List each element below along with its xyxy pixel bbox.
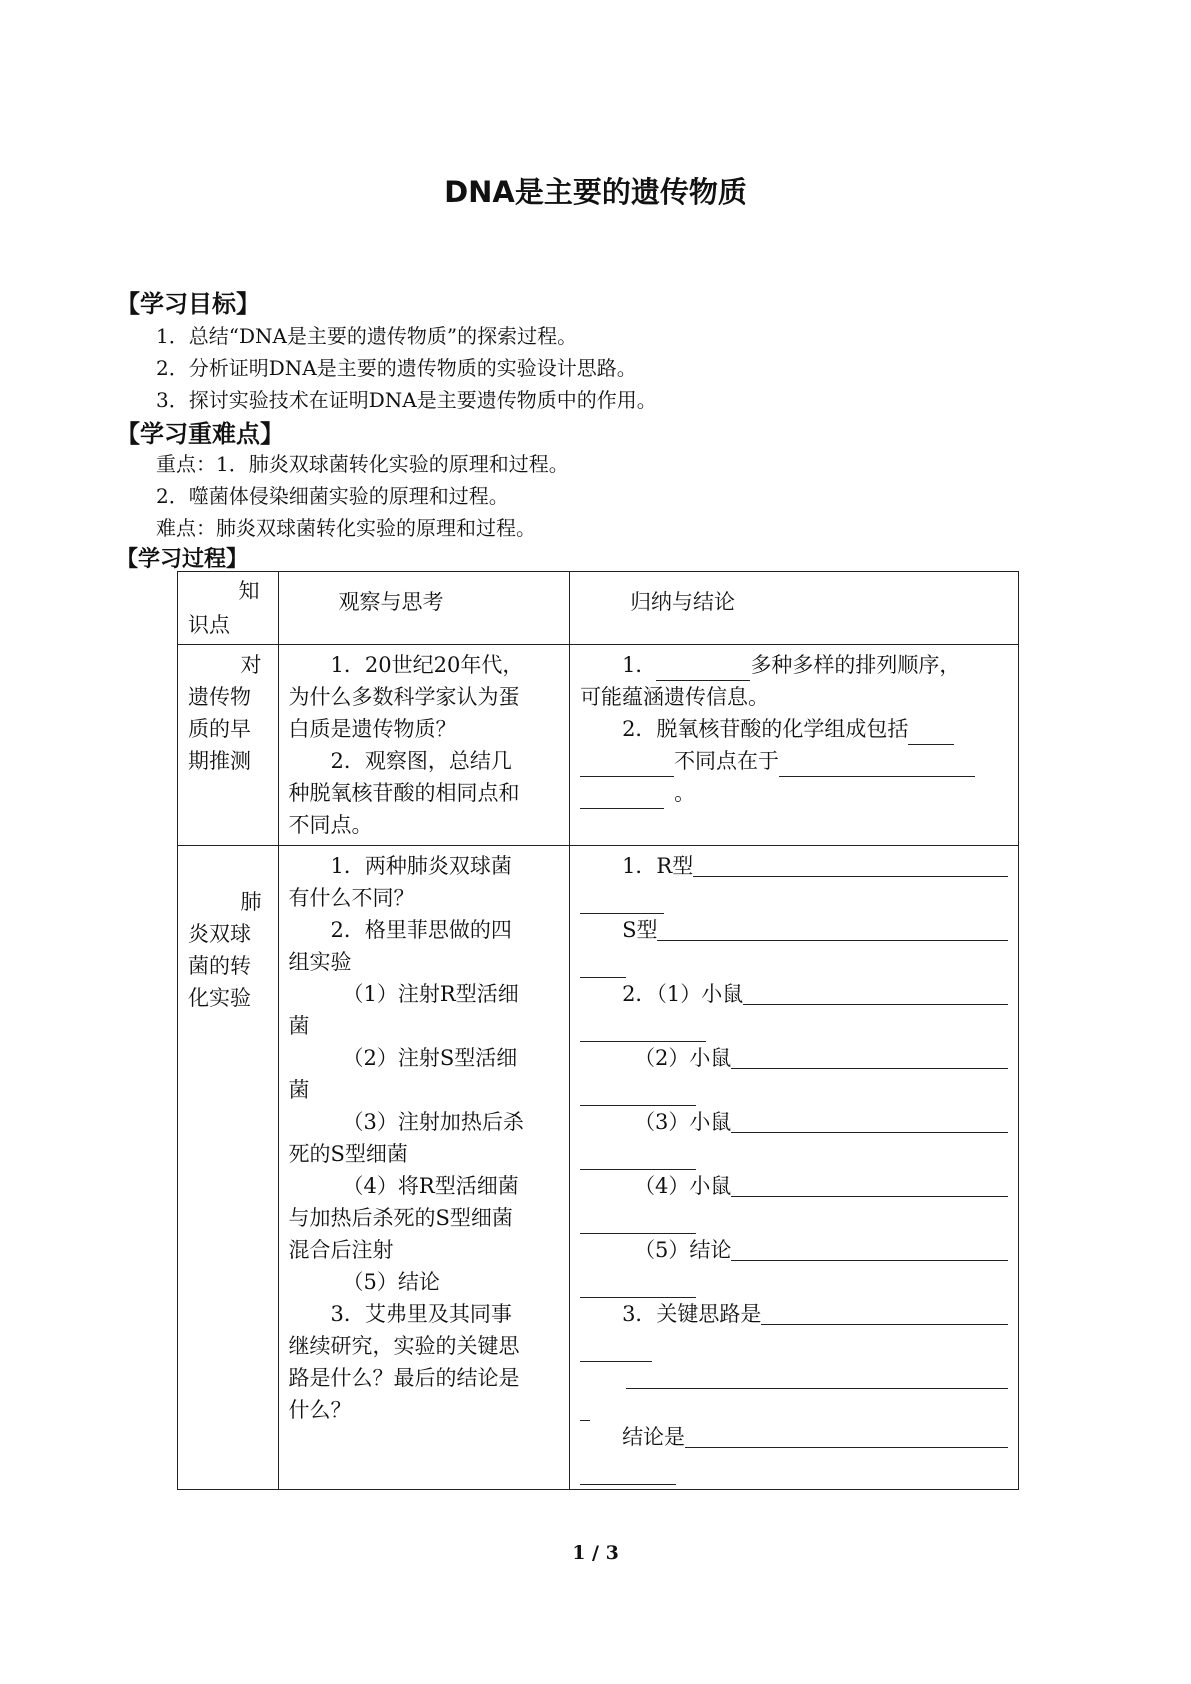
topic-line: 菌的转: [188, 954, 251, 978]
obs-line: （2）注射S型活细: [342, 1046, 518, 1070]
answer-blank[interactable]: [580, 887, 664, 914]
answer-blank[interactable]: [761, 1298, 1008, 1325]
conc-text: 可能蕴涵遗传信息。: [580, 685, 770, 709]
conc-text: 1．: [622, 653, 657, 677]
obs-line: 混合后注射: [288, 1238, 394, 1262]
answer-blank[interactable]: [908, 718, 954, 745]
goal-item: 3．探讨实验技术在证明DNA是主要遗传物质中的作用。: [156, 388, 657, 412]
conc-text: S型: [622, 918, 658, 942]
topic-line: 肺: [240, 890, 262, 914]
obs-line: 菌: [288, 1014, 310, 1038]
goal-item: 1．总结“DNA是主要的遗传物质”的探索过程。: [156, 324, 578, 348]
conc-text: 结论是: [622, 1425, 686, 1449]
keypoint-item: 难点：肺炎双球菌转化实验的原理和过程。: [156, 516, 536, 540]
goal-item: 2．分析证明DNA是主要的遗传物质的实验设计思路。: [156, 356, 637, 380]
obs-line: 2．观察图，总结几: [330, 749, 512, 773]
obs-line: 组实验: [288, 950, 352, 974]
keypoints-heading: 【学习重难点】: [116, 420, 284, 448]
obs-line: （3）注射加热后杀: [342, 1110, 524, 1134]
answer-blank[interactable]: [580, 782, 664, 809]
answer-blank[interactable]: [731, 1106, 1008, 1133]
header-col1-a: 知: [238, 579, 260, 603]
page-title: DNA是主要的遗传物质: [444, 175, 747, 209]
conc-text: 2．（1）小鼠: [622, 982, 744, 1006]
header-col2: 观察与思考: [338, 590, 444, 614]
answer-blank[interactable]: [580, 1335, 652, 1362]
answer-blank[interactable]: [693, 850, 1008, 877]
keypoint-item: 2．噬菌体侵染细菌实验的原理和过程。: [156, 484, 509, 508]
obs-line: 1．两种肺炎双球菌: [330, 854, 512, 878]
conc-text: （5）结论: [634, 1238, 732, 1262]
answer-blank[interactable]: [580, 1394, 590, 1421]
obs-line: 白质是遗传物质？: [288, 717, 457, 741]
topic-line: 质的早: [188, 717, 251, 741]
conc-text: 2．脱氧核苷酸的化学组成包括: [622, 717, 909, 741]
topic-line: 化实验: [188, 986, 251, 1010]
answer-blank[interactable]: [731, 1042, 1008, 1069]
answer-blank[interactable]: [580, 1079, 696, 1106]
conc-text: 不同点在于: [674, 749, 780, 773]
conc-text: （4）小鼠: [634, 1174, 732, 1198]
topic-line: 炎双球: [188, 922, 251, 946]
answer-blank[interactable]: [743, 978, 1008, 1005]
answer-blank[interactable]: [580, 1458, 676, 1485]
topic-line: 对: [240, 653, 262, 677]
obs-line: 种脱氧核苷酸的相同点和: [288, 781, 520, 805]
header-col3: 归纳与结论: [630, 590, 736, 614]
conc-text: 。: [674, 781, 696, 805]
answer-blank[interactable]: [580, 750, 674, 777]
conc-text: 多种多样的排列顺序，: [750, 653, 961, 677]
obs-line: 菌: [288, 1078, 310, 1102]
answer-blank[interactable]: [657, 914, 1008, 941]
obs-line: 死的S型细菌: [288, 1142, 408, 1166]
obs-line: （5）结论: [342, 1270, 440, 1294]
conc-text: 3．关键思路是: [622, 1302, 762, 1326]
answer-blank[interactable]: [580, 1271, 696, 1298]
obs-line: 有什么不同？: [288, 886, 415, 910]
header-col1-b: 识点: [188, 613, 230, 637]
process-heading: 【学习过程】: [116, 547, 249, 572]
answer-blank[interactable]: [779, 750, 975, 777]
answer-blank[interactable]: [580, 951, 626, 978]
obs-line: 路是什么？最后的结论是: [288, 1366, 520, 1390]
obs-line: 什么？: [288, 1398, 352, 1422]
obs-line: 2．格里菲思做的四: [330, 918, 512, 942]
conc-text: （2）小鼠: [634, 1046, 732, 1070]
goals-heading: 【学习目标】: [116, 290, 260, 318]
table-row: [178, 846, 1019, 1490]
table-row: [178, 645, 1019, 846]
obs-line: （4）将R型活细菌: [342, 1174, 519, 1198]
obs-line: （1）注射R型活细: [342, 982, 519, 1006]
obs-line: 不同点。: [288, 813, 373, 837]
topic-line: 遗传物: [188, 685, 251, 709]
page-number: 1 / 3: [572, 1542, 619, 1564]
obs-line: 与加热后杀死的S型细菌: [288, 1206, 513, 1230]
obs-line: 为什么多数科学家认为蛋: [288, 685, 520, 709]
obs-line: 1．20世纪20年代，: [330, 653, 524, 677]
answer-blank[interactable]: [656, 654, 750, 681]
table-header-row: [178, 572, 1019, 645]
answer-blank[interactable]: [580, 1015, 706, 1042]
study-table: [177, 571, 1019, 1490]
answer-blank[interactable]: [731, 1170, 1008, 1197]
conc-text: 1．R型: [622, 854, 694, 878]
obs-line: 继续研究，实验的关键思: [288, 1334, 520, 1358]
answer-blank[interactable]: [626, 1362, 1008, 1389]
obs-line: 3．艾弗里及其同事: [330, 1302, 512, 1326]
answer-blank[interactable]: [731, 1234, 1008, 1261]
answer-blank[interactable]: [685, 1421, 1008, 1448]
topic-line: 期推测: [188, 749, 251, 773]
conc-text: （3）小鼠: [634, 1110, 732, 1134]
answer-blank[interactable]: [580, 1207, 696, 1234]
keypoint-item: 重点：1．肺炎双球菌转化实验的原理和过程。: [156, 452, 569, 476]
answer-blank[interactable]: [580, 1143, 696, 1170]
